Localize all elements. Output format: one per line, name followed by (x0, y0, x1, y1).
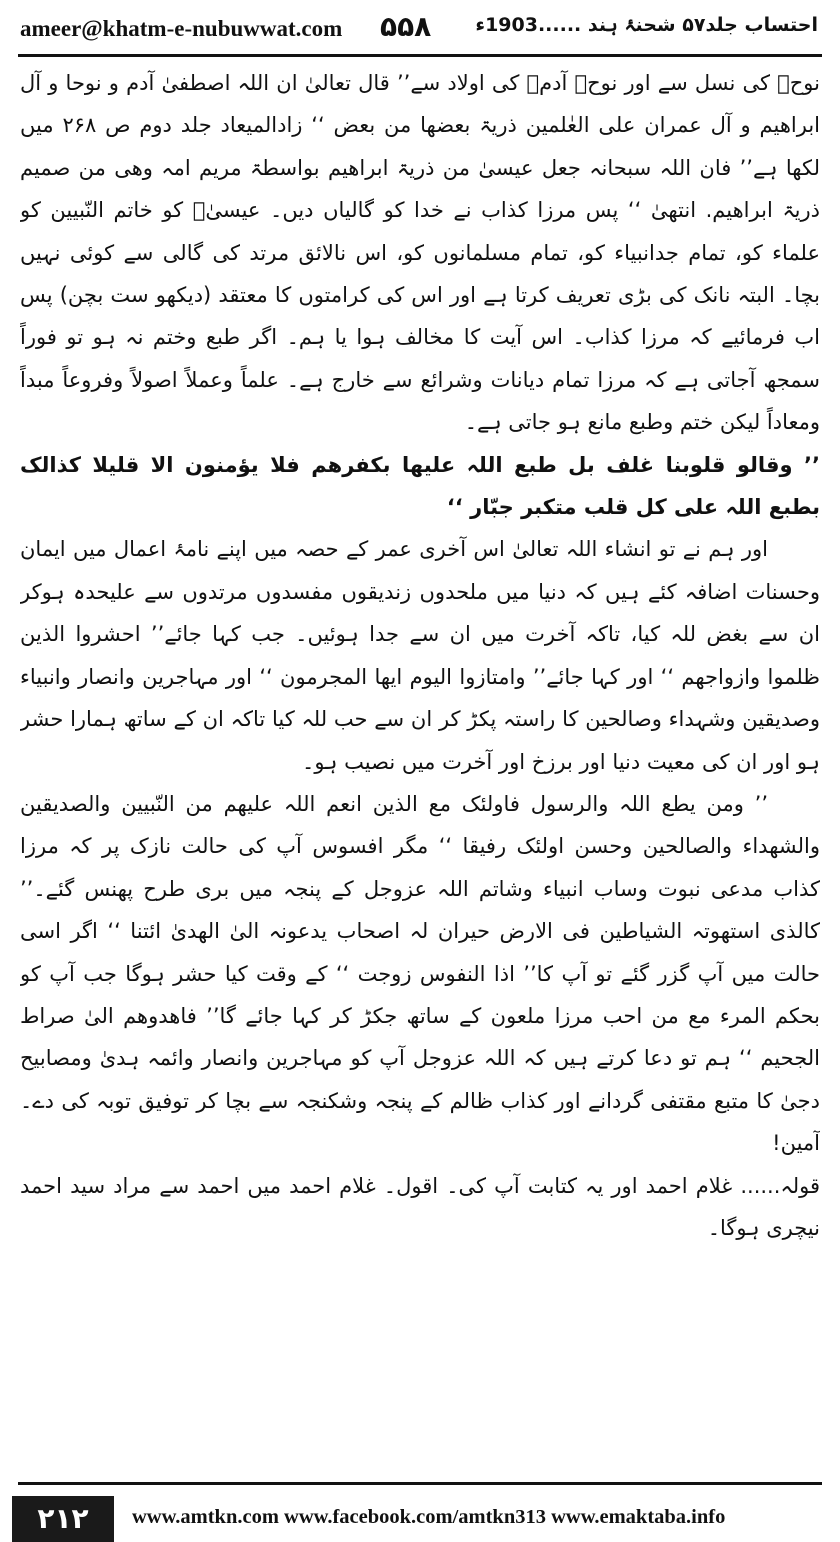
footer-divider (18, 1482, 822, 1485)
header-email[interactable]: ameer@khatm-e-nubuwwat.com (20, 16, 343, 41)
header-title: احتساب جلد۵۷ شحنۂ ہند ......1903ء (475, 14, 818, 36)
page-header (0, 0, 840, 58)
paragraph-4: قولہ...... غلام احمد اور یہ کتابت آپ کی۔ اقول۔ غلام احمد میں احمد سے مراد سید احمد نیچری ہوگا۔ (20, 1173, 820, 1240)
page-body (20, 62, 820, 1447)
footer-links[interactable]: www.amtkn.com www.facebook.com/amtkn313 www.emaktaba.info (132, 1506, 726, 1528)
quran-quote-1: ’’ وقالو قلوبنا غلف بل طبع اللہ علیھا بکفرھم فلا یؤمنون الا قلیلا کذالک بطبع اللہ علی کل قلب متکبر جبّار ‘‘ (20, 452, 820, 520)
paragraph-2: اور ہم نے تو انشاء اللہ تعالیٰ اس آخری عمر کے حصہ میں اپنے نامۂ اعمال میں ایمان وحسنات اضافہ کئے ہیں کہ دنیا میں ملحدوں زندیقوں مفسدوں مرتدوں سے علیحدہ ہوکر ان سے بغض للہ کیا، تاکہ آخرت میں ان سے جدا ہوئیں۔ جب کہا جائے’’ احشروا الذین ظلموا وازواجھم ‘‘ اور کہا جائے’’ وامتازوا الیوم ایھا المجرمون ‘‘ اور مہاجرین وانصار وانبیاء وصدیقین وشہداء وصالحین کا راستہ پکڑ کر ان سے حب للہ کیا تاکہ ان کے ساتھ ہمارا حشر ہو اور ان کی معیت دنیا اور برزخ اور آخرت میں نصیب ہو۔ (20, 537, 820, 774)
paragraph-3: ’’ ومن یطع اللہ والرسول فاولئک مع الذین انعم اللہ علیھم من النّبیین والصدیقین والشھداء والصالحین وحسن اولئک رفیقا ‘‘ مگر افسوس آپ کی حالت نازک پر کہ مرزا کذاب مدعی نبوت وساب انبیاء وشاتم اللہ عزوجل کے پنجہ میں بری طرح پھنس گئے۔’’ کالذی استھوتہ الشیاطین فی الارض حیران لہ اصحاب یدعونہ الیٰ الھدیٰ ائتنا ‘‘ اگر اسی حالت میں آپ گزر گئے تو آپ کا’’ اذا النفوس زوجت ‘‘ کے وقت کیا حشر ہوگا جب آپ کو بحکم المرء مع من احب مرزا ملعون کے ساتھ جکڑ کر کہا جائے گا’’ فاھدوھم الیٰ صراط الجحیم ‘‘ ہم تو دعا کرتے ہیں کہ اللہ عزوجل آپ کو مہاجرین وانصار وائمہ ہدیٰ ومصابیح دجیٰ کا متبع مقتفی گردانے اور کذاب ظالم کے پنجہ وشکنجہ سے بچا کر توفیق توبہ کی دے۔ آمین! (20, 791, 820, 1156)
footer-page-number: ۲۱۲ (12, 1496, 114, 1542)
header-divider (18, 54, 822, 57)
paragraph-1: نوحؑ کی نسل سے اور نوحؑ آدمؑ کی اولاد سے’’ قال تعالیٰ ان اللہ اصطفیٰ آدم و نوحا و آل ابراھیم و آل عمران علی العٰلمین ذریۃ بعضھا من بعض ‘‘ زادالمیعاد جلد دوم ص ۲۶۸ میں لکھا ہے’’ فان اللہ سبحانہ جعل عیسیٰ من ذریۃ ابراھیم بواسطۃ مریم امہ وھی من صمیم ذریۃ ابراھیم. انتھیٰ ‘‘ پس مرزا کذاب نے خدا کو گالیاں دیں۔ عیسیٰؑ کو خاتم النّبیین کو علماء کو، تمام جدانبیاء کو، تمام مسلمانوں کو، اس نالائق مرتد کی گالی سے کوئی نہیں بچا۔ البتہ نانک کی بڑی تعریف کرتا ہے اور اس کی کرامتوں کا معتقد (دیکھو ست بچن) پس اب فرمائیے کہ مرزا کذاب۔ اس آیت کا مخالف ہوا یا ہم۔ اگر طبع وختم نہ ہو تو فوراً سمجھ آجاتی ہے کہ مرزا تمام دیانات وشرائع سے خارج ہے۔ علماً وعملاً اصولاً وفروعاً مبداً ومعاداً لیکن ختم وطبع مانع ہو جاتی ہے۔ (20, 71, 820, 435)
page-footer (0, 1462, 840, 1540)
header-page-number: ۵۵۸ (380, 10, 432, 43)
